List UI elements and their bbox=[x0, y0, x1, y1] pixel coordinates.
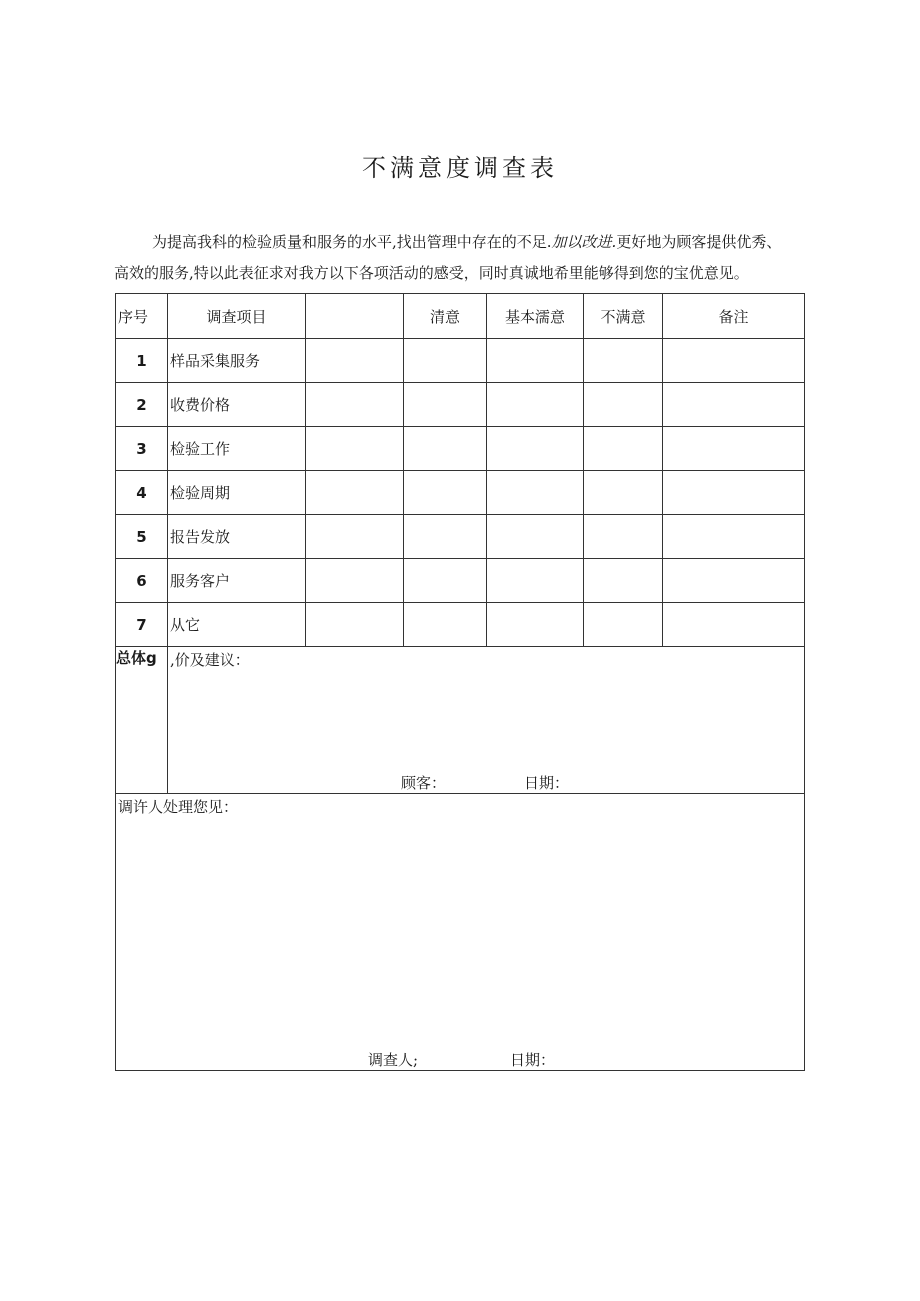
basic-satisfied-cell[interactable] bbox=[487, 559, 584, 603]
remark-cell[interactable] bbox=[663, 603, 805, 647]
header-remark: 备注 bbox=[663, 294, 805, 339]
row-number: 5 bbox=[116, 515, 168, 559]
page-title: 不满意度调查表 bbox=[362, 154, 558, 182]
row-blank-cell[interactable] bbox=[306, 427, 404, 471]
satisfied-cell[interactable] bbox=[404, 427, 487, 471]
row-number: 7 bbox=[116, 603, 168, 647]
unsatisfied-cell[interactable] bbox=[584, 383, 663, 427]
table-header-row bbox=[116, 294, 805, 339]
header-satisfied: 清意 bbox=[404, 294, 487, 339]
header-item: 调查项目 bbox=[168, 294, 306, 339]
row-item: 检验周期 bbox=[168, 471, 306, 515]
row-number: 4 bbox=[116, 471, 168, 515]
row-blank-cell[interactable] bbox=[306, 471, 404, 515]
row-item: 从它 bbox=[168, 603, 306, 647]
remark-cell[interactable] bbox=[663, 427, 805, 471]
satisfied-cell[interactable] bbox=[404, 339, 487, 383]
intro-text-a: 为提高我科的检验质量和服务的水平,找出管理中存在的不足. bbox=[152, 233, 552, 251]
satisfied-cell[interactable] bbox=[404, 471, 487, 515]
table-row bbox=[116, 383, 805, 427]
header-unsatisfied: 不满意 bbox=[584, 294, 663, 339]
row-item: 服务客户 bbox=[168, 559, 306, 603]
handler-opinion-area[interactable] bbox=[116, 794, 805, 1071]
overall-date-label: 日期： bbox=[524, 774, 570, 792]
table-row bbox=[116, 603, 805, 647]
remark-cell[interactable] bbox=[663, 383, 805, 427]
row-number: 2 bbox=[116, 383, 168, 427]
overall-comment-label: ,价及建议： bbox=[170, 651, 250, 669]
basic-satisfied-cell[interactable] bbox=[487, 603, 584, 647]
remark-cell[interactable] bbox=[663, 515, 805, 559]
overall-label: 总体g bbox=[116, 647, 168, 794]
intro-line-2: 高效的服务,特以此表征求对我方以下各项活动的感受，同时真诚地希里能够得到您的宝优意见。 bbox=[114, 264, 749, 282]
table-row bbox=[116, 515, 805, 559]
satisfied-cell[interactable] bbox=[404, 515, 487, 559]
handler-date-label: 日期： bbox=[510, 1051, 556, 1069]
unsatisfied-cell[interactable] bbox=[584, 471, 663, 515]
row-item: 报告发放 bbox=[168, 515, 306, 559]
row-item: 收费价格 bbox=[168, 383, 306, 427]
overall-comment-area[interactable] bbox=[168, 647, 805, 794]
row-blank-cell[interactable] bbox=[306, 339, 404, 383]
remark-cell[interactable] bbox=[663, 339, 805, 383]
row-number: 1 bbox=[116, 339, 168, 383]
unsatisfied-cell[interactable] bbox=[584, 603, 663, 647]
row-item: 检验工作 bbox=[168, 427, 306, 471]
remark-cell[interactable] bbox=[663, 559, 805, 603]
investigator-label: 调查人; bbox=[368, 1051, 419, 1069]
remark-cell[interactable] bbox=[663, 471, 805, 515]
overall-evaluation-row bbox=[116, 647, 805, 794]
satisfied-cell[interactable] bbox=[404, 603, 487, 647]
unsatisfied-cell[interactable] bbox=[584, 427, 663, 471]
header-seq: 序号 bbox=[116, 294, 168, 339]
row-blank-cell[interactable] bbox=[306, 383, 404, 427]
handler-opinion-label: 调许人处理您见： bbox=[118, 798, 239, 816]
header-blank bbox=[306, 294, 404, 339]
table-row bbox=[116, 427, 805, 471]
table-row bbox=[116, 471, 805, 515]
unsatisfied-cell[interactable] bbox=[584, 339, 663, 383]
row-blank-cell[interactable] bbox=[306, 603, 404, 647]
intro-paragraph bbox=[114, 227, 804, 289]
table-row bbox=[116, 559, 805, 603]
row-number: 6 bbox=[116, 559, 168, 603]
table-row bbox=[116, 339, 805, 383]
satisfied-cell[interactable] bbox=[404, 383, 487, 427]
basic-satisfied-cell[interactable] bbox=[487, 339, 584, 383]
intro-text-b: 更好地为顾客提供优秀、 bbox=[616, 233, 782, 251]
handler-opinion-row bbox=[116, 794, 805, 1071]
header-basic-satisfied: 基本濡意 bbox=[487, 294, 584, 339]
row-item: 样品采集服务 bbox=[168, 339, 306, 383]
unsatisfied-cell[interactable] bbox=[584, 559, 663, 603]
unsatisfied-cell[interactable] bbox=[584, 515, 663, 559]
satisfied-cell[interactable] bbox=[404, 559, 487, 603]
intro-line-1 bbox=[114, 227, 804, 258]
intro-text-italic: 加以改进. bbox=[551, 233, 617, 251]
row-blank-cell[interactable] bbox=[306, 559, 404, 603]
basic-satisfied-cell[interactable] bbox=[487, 515, 584, 559]
basic-satisfied-cell[interactable] bbox=[487, 383, 584, 427]
basic-satisfied-cell[interactable] bbox=[487, 427, 584, 471]
basic-satisfied-cell[interactable] bbox=[487, 471, 584, 515]
row-blank-cell[interactable] bbox=[306, 515, 404, 559]
survey-table bbox=[115, 293, 805, 1071]
customer-label: 顾客： bbox=[401, 774, 447, 792]
row-number: 3 bbox=[116, 427, 168, 471]
